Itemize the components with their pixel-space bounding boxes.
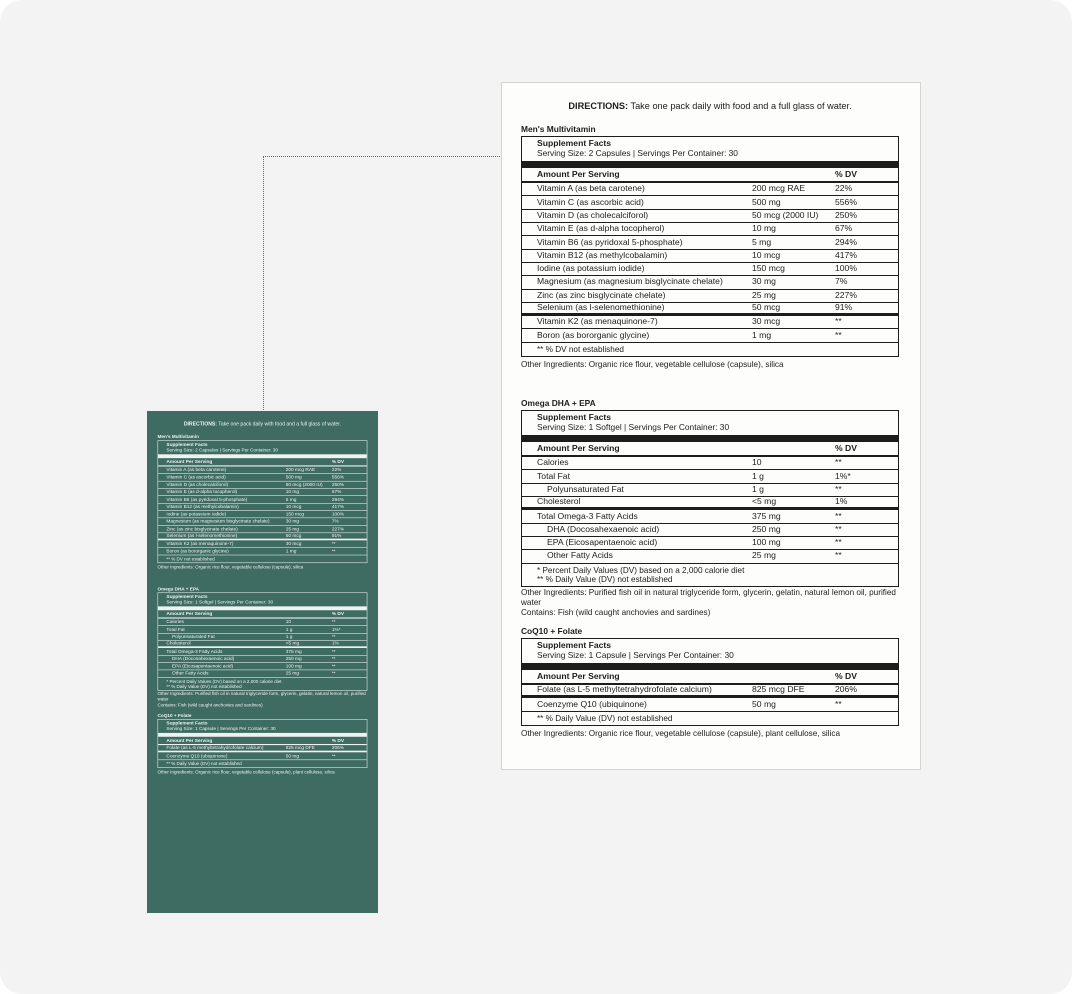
nutrient-dv: 417%	[331, 503, 345, 510]
nutrient-dv: **	[331, 547, 336, 554]
nutrient-name: Vitamin D (as cholecalciforol)	[537, 210, 649, 220]
nutrient-row	[522, 497, 898, 510]
nutrient-name: Other Fatty Acids	[547, 551, 613, 561]
nutrient-dv: **	[331, 633, 336, 640]
nutrient-amount: 500 mg	[752, 196, 781, 207]
nutrient-name: Other Fatty Acids	[171, 671, 209, 676]
nutrient-name: Vitamin A (as beta carotene)	[166, 467, 227, 473]
footnote: ** % Daily Value (DV) not established	[537, 713, 673, 723]
nutrient-amount: 50 mg	[285, 752, 300, 759]
nutrient-dv: 100%	[835, 263, 857, 274]
facts-title: Supplement Facts	[537, 411, 612, 422]
nutrient-name: Zinc (as zinc bisglycinate chelate)	[166, 526, 238, 532]
facts-header	[158, 719, 367, 736]
nutrient-name: Iodine (as potassium iodide)	[537, 264, 645, 274]
nutrient-amount: 500 mg	[285, 474, 302, 480]
col-header-name: Amount Per Serving	[166, 737, 213, 743]
serving-info: Serving Size: 1 Softgel | Servings Per Container: 30	[166, 598, 274, 605]
directions-label: DIRECTIONS:	[183, 420, 217, 427]
nutrient-amount: 1 g	[285, 633, 293, 640]
nutrient-row	[522, 236, 898, 249]
nutrient-row	[522, 183, 898, 196]
allergen-contains: Contains: Fish (wild caught anchovies and sardines)	[157, 702, 263, 708]
nutrient-row	[158, 663, 367, 670]
nutrient-amount: 25 mg	[285, 525, 300, 532]
nutrient-name: Polyunsaturated Fat	[547, 484, 624, 494]
facts-title: Supplement Facts	[166, 441, 208, 447]
directions-label: DIRECTIONS:	[568, 101, 629, 111]
nutrient-row	[158, 533, 367, 540]
nutrient-name: Total Fat	[537, 471, 570, 481]
nutrient-name: Calories	[537, 458, 569, 468]
nutrient-name: Boron (as bororganic glycine)	[537, 330, 650, 340]
nutrient-name: Vitamin C (as ascorbic acid)	[166, 474, 226, 480]
footnote: ** % DV not established	[537, 344, 624, 354]
nutrient-row	[158, 511, 367, 518]
nutrient-dv: **	[331, 655, 336, 662]
label-thumbnail[interactable]	[147, 411, 378, 913]
nutrient-amount: 200 mcg RAE	[752, 183, 806, 194]
section-omega-dha-epa	[502, 399, 918, 618]
nutrient-name: Vitamin B12 (as methylcobalamin)	[166, 504, 239, 510]
nutrient-amount: 50 mcg (2000 IU)	[285, 481, 323, 488]
leader-line-vertical	[263, 156, 264, 410]
footnote: ** % Daily Value (DV) not established	[166, 684, 242, 690]
nutrient-row	[522, 685, 898, 698]
col-header-name: Amount Per Serving	[166, 459, 213, 465]
nutrient-dv: **	[835, 510, 842, 521]
nutrient-name: Vitamin A (as beta carotene)	[537, 184, 645, 194]
nutrient-row	[158, 670, 367, 677]
nutrient-row	[158, 548, 367, 555]
nutrient-dv: 417%	[835, 249, 857, 260]
nutrient-row	[522, 196, 898, 209]
supplement-facts-table	[158, 719, 368, 768]
nutrient-dv: **	[835, 550, 842, 561]
section-title: CoQ10 + Folate	[521, 626, 583, 636]
section-omega-dha-epa	[147, 586, 378, 707]
nutrient-dv: 7%	[835, 276, 848, 287]
section-mens-multivitamin	[147, 434, 378, 570]
supplement-facts-table	[158, 440, 368, 563]
nutrient-row	[158, 496, 367, 503]
nutrient-dv: **	[331, 540, 336, 547]
nutrient-name: Vitamin K2 (as menaquinone-7)	[166, 541, 234, 547]
nutrient-amount: 10	[285, 618, 292, 625]
nutrient-amount: 200 mcg RAE	[285, 466, 316, 473]
nutrient-row	[522, 329, 898, 342]
other-ingredients: Other Ingredients: Organic rice flour, vegetable cellulose (capsule), plant cellulose, silica	[521, 729, 841, 739]
nutrient-dv: 294%	[835, 236, 857, 247]
label-document-thumb	[147, 411, 378, 792]
serving-info: Serving Size: 1 Capsule | Servings Per Container: 30	[537, 649, 734, 660]
nutrient-row	[522, 223, 898, 236]
nutrient-amount: 1 g	[752, 470, 764, 481]
section-title: Omega DHA + EPA	[157, 585, 200, 592]
nutrient-name: Folate (as L-5 methyltetrahydrofolate calcium)	[537, 685, 712, 695]
nutrient-name: Magnesium (as magnesium bisglycinate chelate)	[537, 277, 723, 287]
nutrient-amount: 25 mg	[285, 670, 300, 676]
nutrient-dv: 91%	[835, 302, 853, 313]
col-header-dv: % DV	[331, 610, 345, 617]
directions	[147, 421, 378, 427]
other-ingredients: Other Ingredients: Purified fish oil in natural triglyceride form, glycerin, gelatin, natural lemon oil, purified water	[521, 588, 896, 607]
nutrient-amount: 150 mcg	[752, 263, 785, 274]
nutrient-dv: 67%	[835, 223, 853, 234]
nutrient-row	[522, 263, 898, 276]
directions	[502, 101, 918, 112]
nutrient-amount: 375 mg	[285, 648, 302, 654]
nutrient-name: Zinc (as zinc bisglycinate chelate)	[537, 290, 666, 300]
nutrient-dv: 556%	[835, 196, 857, 207]
nutrient-dv: 7%	[331, 518, 339, 524]
table-header-row	[158, 610, 367, 618]
nutrient-row	[158, 745, 367, 752]
nutrient-amount: 375 mg	[752, 510, 781, 521]
footnote: * Percent Daily Values (DV) based on a 2,000 calorie diet	[166, 678, 282, 684]
section-title: Men's Multivitamin	[157, 433, 199, 440]
nutrient-amount: 50 mcg	[752, 302, 781, 313]
section-title: CoQ10 + Folate	[157, 712, 192, 718]
nutrient-dv: **	[835, 457, 842, 468]
nutrient-amount: 100 mg	[285, 663, 302, 669]
nutrient-dv: 250%	[835, 209, 857, 220]
nutrient-dv: 1%	[835, 496, 848, 507]
nutrient-dv: **	[331, 752, 336, 759]
nutrient-amount: 5 mg	[752, 236, 772, 247]
allergen-contains: Contains: Fish (wild caught anchovies and sardines)	[521, 608, 711, 618]
nutrient-dv: 206%	[331, 744, 345, 751]
nutrient-name: Total Omega-3 Fatty Acids	[166, 648, 223, 654]
nutrient-amount: 250 mg	[285, 655, 302, 662]
nutrient-row	[522, 698, 898, 711]
col-header-dv: % DV	[331, 458, 345, 465]
nutrient-amount: 25 mg	[752, 289, 776, 300]
nutrient-amount: 50 mcg	[285, 532, 302, 539]
section-coq10-folate	[147, 713, 378, 775]
nutrient-amount: 1 g	[285, 626, 293, 632]
nutrient-dv: 294%	[331, 496, 345, 502]
nutrient-name: Vitamin B6 (as pyridoxal 5-phosphate)	[537, 237, 683, 247]
nutrient-row	[522, 550, 898, 563]
serving-info: Serving Size: 2 Capsules | Servings Per Container: 30	[166, 446, 278, 453]
nutrient-dv: 1%	[331, 640, 339, 646]
nutrient-row	[158, 474, 367, 481]
nutrient-name: EPA (Eicosapentaenoic acid)	[547, 538, 658, 548]
nutrient-name: Vitamin E (as d-alpha tocopherol)	[537, 224, 665, 234]
nutrient-amount: 250 mg	[752, 523, 781, 534]
nutrient-row	[522, 316, 898, 329]
section-coq10-folate	[502, 627, 918, 739]
nutrient-dv: 227%	[331, 525, 345, 532]
directions-text: Take one pack daily with food and a full glass of water.	[218, 420, 342, 427]
nutrient-name: Polyunsaturated Fat	[171, 634, 215, 640]
table-header-row	[522, 168, 898, 183]
footnote: ** % Daily Value (DV) not established	[537, 574, 673, 584]
nutrient-row	[158, 626, 367, 633]
nutrient-row	[522, 303, 898, 316]
nutrient-name: Magnesium (as magnesium bisglycinate chelate)	[166, 518, 270, 524]
footnote: ** % Daily Value (DV) not established	[166, 761, 242, 767]
leader-line-horizontal	[263, 156, 500, 157]
nutrient-row	[158, 481, 367, 488]
nutrient-name: Coenzyme Q10 (ubiquinone)	[537, 699, 647, 709]
nutrient-row	[522, 250, 898, 263]
nutrient-row	[522, 524, 898, 537]
nutrient-row	[158, 467, 367, 474]
nutrient-amount: 10 mg	[752, 223, 776, 234]
col-header-dv: % DV	[331, 737, 345, 743]
footnote: * Percent Daily Values (DV) based on a 2,000 calorie diet	[537, 565, 745, 575]
nutrient-row	[522, 290, 898, 303]
nutrient-amount: 30 mcg	[752, 316, 781, 327]
nutrient-dv: **	[331, 648, 336, 654]
nutrient-dv: 22%	[835, 183, 853, 194]
label-document	[502, 83, 918, 769]
nutrient-amount: 5 mg	[285, 496, 297, 502]
nutrient-amount: 1 mg	[285, 547, 297, 554]
nutrient-dv: **	[331, 670, 336, 676]
nutrient-dv: 67%	[331, 488, 342, 495]
serving-info: Serving Size: 2 Capsules | Servings Per Container: 30	[537, 147, 738, 158]
nutrient-name: DHA (Docosahexaenoic acid)	[547, 524, 660, 534]
nutrient-dv: **	[835, 483, 842, 494]
nutrient-dv: 206%	[835, 684, 857, 695]
nutrient-name: Calories	[166, 619, 184, 625]
nutrient-amount: 100 mg	[752, 537, 781, 548]
nutrient-name: Total Omega-3 Fatty Acids	[537, 511, 638, 521]
other-ingredients: Other Ingredients: Organic rice flour, vegetable cellulose (capsule), silica	[157, 564, 304, 570]
nutrient-dv: **	[835, 537, 842, 548]
nutrient-name: Iodine (as potassium iodide)	[166, 511, 227, 517]
nutrient-name: Vitamin K2 (as menaquinone-7)	[537, 317, 658, 327]
nutrient-amount: 10 mg	[285, 488, 300, 495]
label-enlarged-view	[501, 82, 921, 770]
col-header-dv: % DV	[835, 670, 857, 681]
nutrient-row	[522, 210, 898, 223]
nutrient-name: Vitamin E (as d-alpha tocopherol)	[166, 489, 238, 495]
nutrient-row	[158, 540, 367, 547]
nutrient-amount: 25 mg	[752, 550, 776, 561]
supplement-facts-table	[521, 410, 899, 588]
nutrient-name: Cholesterol	[537, 497, 581, 507]
nutrient-row	[158, 504, 367, 511]
col-header-name: Amount Per Serving	[537, 443, 620, 453]
facts-title: Supplement Facts	[166, 719, 208, 726]
nutrient-row	[522, 537, 898, 550]
col-header-dv: % DV	[835, 168, 857, 179]
col-header-name: Amount Per Serving	[537, 671, 620, 681]
other-ingredients: Other Ingredients: Organic rice flour, vegetable cellulose (capsule), plant cellulose, silica	[157, 769, 335, 775]
table-header-row	[522, 442, 898, 457]
section-title: Men's Multivitamin	[521, 124, 596, 134]
nutrient-name: Vitamin B12 (as methylcobalamin)	[537, 250, 668, 260]
facts-header	[522, 411, 898, 443]
facts-header	[522, 137, 898, 169]
nutrient-amount: 825 mcg DFE	[752, 684, 805, 695]
facts-header	[158, 593, 367, 610]
nutrient-amount: 30 mg	[752, 276, 776, 287]
nutrient-name: DHA (Docosahexaenoic acid)	[171, 656, 235, 662]
nutrient-name: EPA (Eicosapentaenoic acid)	[171, 663, 234, 669]
nutrient-amount: <5 mg	[752, 496, 777, 507]
nutrient-amount: 10 mcg	[285, 503, 302, 510]
facts-header	[158, 441, 367, 458]
section-mens-multivitamin	[502, 125, 918, 370]
nutrient-dv: 250%	[331, 481, 345, 488]
nutrient-row	[158, 641, 367, 648]
facts-title: Supplement Facts	[537, 137, 612, 148]
nutrient-amount: 825 mcg DFE	[285, 744, 315, 751]
nutrient-amount: 10	[752, 457, 762, 468]
nutrient-amount: 10 mcg	[752, 249, 781, 260]
nutrient-row	[158, 619, 367, 626]
col-header-name: Amount Per Serving	[166, 611, 213, 617]
nutrient-dv: 1%*	[835, 470, 851, 481]
serving-info: Serving Size: 1 Softgel | Servings Per Container: 30	[537, 421, 730, 432]
nutrient-amount: 1 g	[752, 483, 764, 494]
nutrient-row	[522, 484, 898, 497]
directions-text: Take one pack daily with food and a full glass of water.	[630, 101, 852, 111]
nutrient-dv: **	[835, 316, 842, 327]
nutrient-row	[522, 457, 898, 470]
supplement-facts-table	[521, 638, 899, 727]
nutrient-dv: 227%	[835, 289, 857, 300]
section-title: Omega DHA + EPA	[521, 398, 596, 408]
nutrient-dv: 1%*	[331, 626, 341, 632]
nutrient-amount: 30 mg	[285, 518, 300, 524]
nutrient-row	[158, 518, 367, 525]
table-header-row	[522, 670, 898, 685]
nutrient-name: Coenzyme Q10 (ubiquinone)	[166, 753, 228, 759]
nutrient-name: Selenium (as l-selenomethionine)	[537, 303, 665, 313]
nutrient-row	[522, 276, 898, 289]
nutrient-name: Cholesterol	[166, 640, 191, 646]
serving-info: Serving Size: 1 Capsule | Servings Per Container: 30	[166, 725, 276, 731]
nutrient-dv: 100%	[331, 510, 345, 517]
nutrient-name: Folate (as L-5 methyltetrahydrofolate calcium)	[166, 745, 264, 751]
nutrient-row	[158, 489, 367, 496]
nutrient-name: Vitamin C (as ascorbic acid)	[537, 197, 644, 207]
nutrient-row	[158, 656, 367, 663]
nutrient-dv: 22%	[331, 466, 342, 473]
nutrient-dv: 556%	[331, 474, 345, 480]
nutrient-dv: **	[835, 329, 842, 340]
supplement-facts-table	[521, 136, 899, 358]
nutrient-row	[158, 648, 367, 655]
facts-header	[522, 639, 898, 671]
nutrient-name: Vitamin D (as cholecalciforol)	[166, 482, 229, 488]
footnote: ** % DV not established	[166, 556, 215, 562]
other-ingredients: Other Ingredients: Organic rice flour, vegetable cellulose (capsule), silica	[521, 360, 784, 370]
nutrient-dv: **	[835, 523, 842, 534]
nutrient-name: Vitamin B6 (as pyridoxal 5-phosphate)	[166, 496, 248, 502]
facts-title: Supplement Facts	[537, 639, 612, 650]
nutrient-row	[522, 470, 898, 483]
nutrient-amount: <5 mg	[285, 640, 300, 646]
nutrient-row	[158, 753, 367, 760]
nutrient-amount: 150 mcg	[285, 510, 305, 517]
nutrient-name: Selenium (as l-selenomethionine)	[166, 533, 238, 539]
other-ingredients: Other Ingredients: Purified fish oil in natural triglyceride form, glycerin, gelatin, natural lemon oil, purified water	[157, 691, 366, 702]
nutrient-dv: **	[331, 618, 336, 625]
nutrient-dv: 91%	[331, 532, 342, 539]
table-header-row	[158, 458, 367, 466]
nutrient-dv: **	[331, 663, 336, 669]
supplement-facts-table	[158, 592, 368, 691]
col-header-name: Amount Per Serving	[537, 169, 620, 179]
nutrient-amount: 1 mg	[752, 329, 772, 340]
nutrient-amount: 30 mcg	[285, 540, 302, 547]
nutrient-amount: 50 mcg (2000 IU)	[752, 209, 819, 220]
facts-title: Supplement Facts	[166, 593, 208, 599]
col-header-dv: % DV	[835, 442, 857, 453]
nutrient-amount: 50 mg	[752, 698, 776, 709]
nutrient-name: Total Fat	[166, 626, 185, 632]
nutrient-row	[522, 510, 898, 523]
nutrient-name: Boron (as bororganic glycine)	[166, 548, 229, 554]
nutrient-dv: **	[835, 698, 842, 709]
